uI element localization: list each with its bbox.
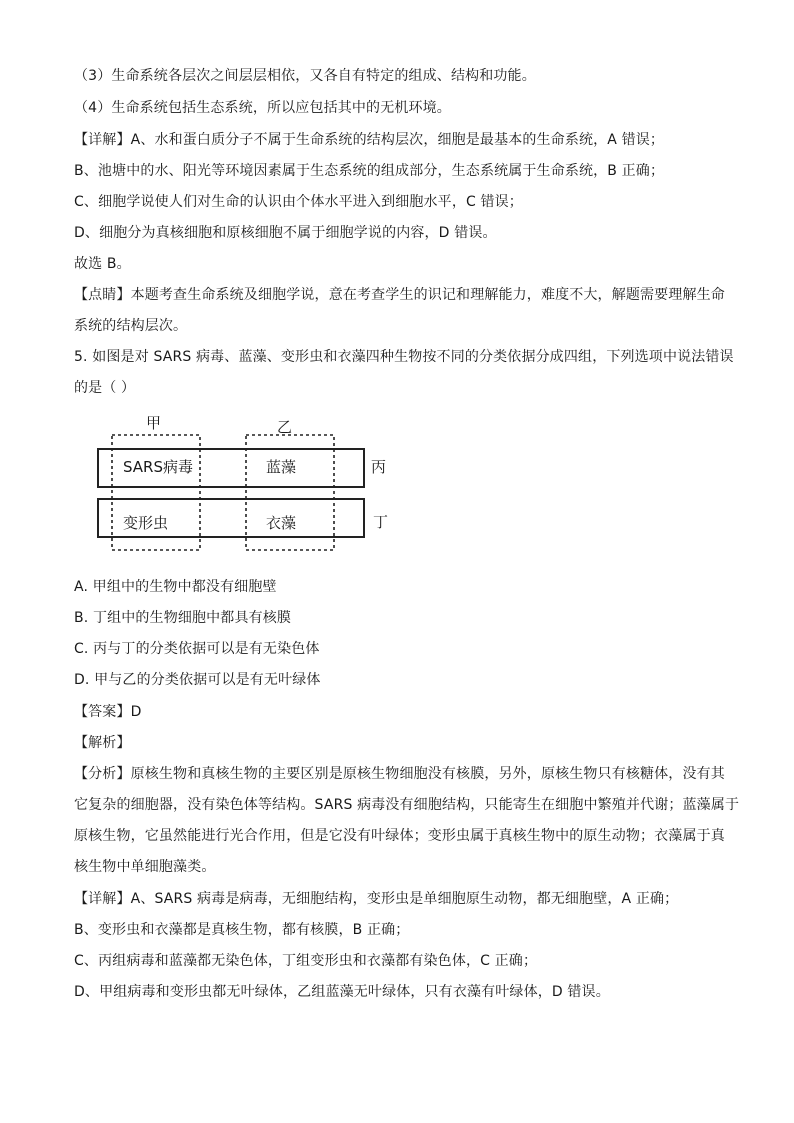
q5-detail-d: D、甲组病毒和变形虫都无叶绿体，乙组蓝藻无叶绿体，只有衣藻有叶绿体，D 错误。 — [74, 984, 610, 1000]
q5-option-c: C. 丙与丁的分类依据可以是有无染色体 — [74, 641, 320, 657]
q5-analysis-line-1: 【分析】原核生物和真核生物的主要区别是原核生物细胞没有核膜，另外，原核生物只有核糖体，没有其 — [74, 766, 725, 782]
intro-point-4: （4）生命系统包括生态系统，所以应包括其中的无机环境。 — [74, 100, 451, 116]
label-ding: 丁 — [373, 513, 389, 531]
cell-amoeba: 变形虫 — [123, 514, 169, 532]
q5-option-a: A. 甲组中的生物中都没有细胞壁 — [74, 579, 277, 595]
q5-analysis-title: 【解析】 — [74, 735, 131, 751]
q5-detail-a: 【详解】A、SARS 病毒是病毒，无细胞结构，变形虫是单细胞原生动物，都无细胞壁，A 正确； — [74, 891, 679, 907]
q5-detail-b: B、变形虫和衣藻都是真核生物，都有核膜，B 正确； — [74, 922, 410, 938]
group-jia-box — [112, 435, 200, 550]
label-yi: 乙 — [277, 418, 293, 436]
q5-analysis-line-2: 它复杂的细胞器，没有染色体等结构。SARS 病毒没有细胞结构，只能寄生在细胞中繁殖并代谢；蓝藻属于 — [74, 797, 740, 813]
q5-analysis-line-4: 核生物中单细胞藻类。 — [74, 859, 216, 875]
q4-detail-d: D、细胞分为真核细胞和原核细胞不属于细胞学说的内容，D 错误。 — [74, 225, 497, 241]
cell-chlamydomonas: 衣藻 — [266, 514, 297, 532]
diagram-frame — [96, 413, 396, 563]
cell-cyanobacteria: 蓝藻 — [266, 458, 297, 476]
cell-sars-virus: SARS病毒 — [123, 458, 194, 476]
q4-detail-b: B、池塘中的水、阳光等环境因素属于生态系统的组成部分，生态系统属于生命系统，B 正确； — [74, 163, 665, 179]
label-jia: 甲 — [146, 414, 162, 432]
q5-option-d: D. 甲与乙的分类依据可以是有无叶绿体 — [74, 672, 321, 688]
q4-comment-line-2: 系统的结构层次。 — [74, 318, 188, 334]
q5-answer: 【答案】D — [74, 704, 142, 720]
q4-choice: 故选 B。 — [74, 256, 131, 272]
intro-point-3: （3）生命系统各层次之间层层相依，又各自有特定的组成、结构和功能。 — [74, 68, 536, 84]
q5-detail-c: C、丙组病毒和蓝藻都无染色体，丁组变形虫和衣藻都有染色体，C 正确； — [74, 953, 538, 969]
q5-option-b: B. 丁组中的生物细胞中都具有核膜 — [74, 610, 292, 626]
group-yi-box — [246, 435, 334, 550]
classification-diagram — [96, 413, 396, 563]
q4-comment-line-1: 【点睛】本题考查生命系统及细胞学说，意在考查学生的识记和理解能力，难度不大，解题需要理解生命 — [74, 287, 725, 303]
q5-stem-line-2: 的是（ ） — [74, 380, 136, 396]
label-bing: 丙 — [371, 458, 387, 476]
q5-stem-line-1: 5. 如图是对 SARS 病毒、蓝藻、变形虫和衣藻四种生物按不同的分类依据分成四组，下列选项中说法错误 — [74, 349, 734, 365]
q4-detail-a: 【详解】A、水和蛋白质分子不属于生命系统的结构层次，细胞是最基本的生命系统，A 错误； — [74, 132, 665, 148]
q5-analysis-line-3: 原核生物，它虽然能进行光合作用，但是它没有叶绿体；变形虫属于真核生物中的原生动物；衣藻属于真 — [74, 828, 725, 844]
q4-detail-c: C、细胞学说使人们对生命的认识由个体水平进入到细胞水平，C 错误； — [74, 194, 523, 210]
